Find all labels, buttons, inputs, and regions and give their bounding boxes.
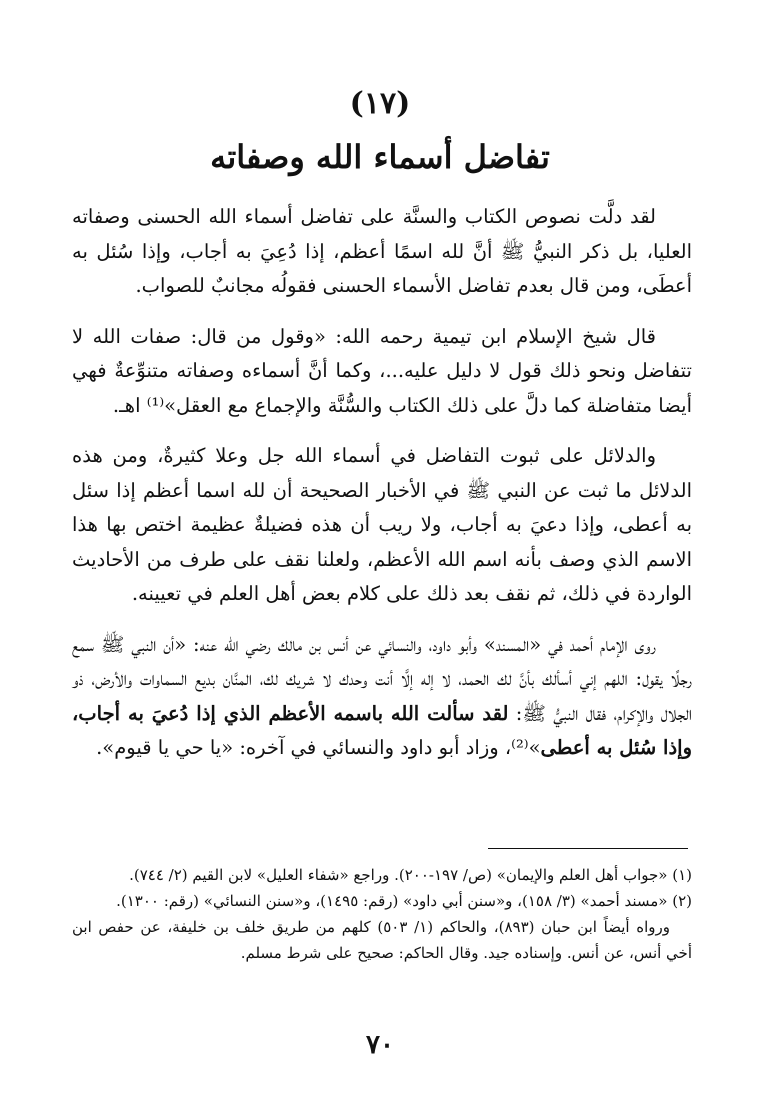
paragraph: قال شيخ الإسلام ابن تيمية رحمه الله: «وقول من قال: صفات الله لا تتفاضل ونحو ذلك قول لا دليل عليه...، وكما أنَّ أسماءه وصفاته متنوِّعةٌ فهي أيضا متفاضلة كما دلَّ على ذلك الكتاب والسُّنَّة والإجماع مع العقل»⁽¹⁾ اهـ.: [72, 324, 692, 417]
chapter-number: (١٧): [349, 86, 411, 121]
hadith-intro: روى الإمام أحمد في «المسند» وأبو داود، والنسائي عن أنس بن مالك رضي الله عنه: «أن النبي ﷺ سمع رجلًا يقول: اللهم إني أسألك بأنَّ لك الحمد، لا إله إلَّا أنت وحدك لا شريك لك، المنَّان بديع السماوات والأرض، ذو الجلال والإكرام، فقال النبيُّ ﷺ:: [72, 632, 692, 725]
footnote: (١) «جواب أهل العلم والإيمان» (ص/ ١٩٧-٢٠٠). وراجع «شفاء العليل» لابن القيم (٢/ ٧٤٤).: [129, 866, 692, 884]
paragraph: والدلائل على ثبوت التفاضل في أسماء الله جل وعلا كثيرةٌ، ومن هذه الدلائل ما ثبت عن النبي ﷺ في الأخبار الصحيحة أن لله اسما أعظم إذا سئل به أعطى، وإذا دعيَ به أجاب، ولا ريب أن هذه فضيلةٌ عظيمة اختص بها هذا الاسم الذي وصف بأنه اسم الله الأعظم، ولعلنا نقف على طرف من الأحاديث الواردة في ذلك، ثم نقف بعد ذلك على كلام بعض أهل العلم في تعيينه.: [72, 444, 692, 605]
main-text: [72, 200, 692, 782]
footnote-continuation: ورواه أيضاً ابن حبان (٨٩٣)، والحاكم (١/ ٥٠٣) كلهم من طريق خلف بن خليفة، عن حفص ابن أخي أنس، عن أنس. وإسناده جيد. وقال الحاكم: صحيح على شرط مسلم.: [72, 918, 692, 962]
footnotes: [72, 862, 692, 966]
hadith-quote: لقد سألت الله باسمه الأعظم الذي إذا دُعيَ به أجاب، وإذا سُئل به أعطى: [72, 701, 692, 759]
footnote: (٢) «مسند أحمد» (٣/ ١٥٨)، و«سنن أبي داود» (رقم: ١٤٩٥)، و«سنن النسائي» (رقم: ١٣٠٠).: [116, 892, 692, 910]
footnote-divider: [488, 848, 688, 849]
hadith-outro: »⁽²⁾، وزاد أبو داود والنسائي في آخره: «يا حي يا قيوم».: [96, 736, 541, 759]
paragraph: لقد دلَّت نصوص الكتاب والسنَّة على تفاضل أسماء الله الحسنى وصفاته العليا، بل ذكر النبيُّ ﷺ أنَّ لله اسمًا أعظم، إذا دُعِيَ به أجاب، وإذا سُئل به أعطَى، ومن قال بعدم تفاضل الأسماء الحسنى فقولُه مجانبٌ للصواب.: [72, 205, 692, 297]
page-number: ٧٠: [366, 1030, 394, 1060]
hadith-paragraph: [72, 628, 692, 766]
chapter-title: تفاضل أسماء الله وصفاته: [210, 138, 550, 176]
